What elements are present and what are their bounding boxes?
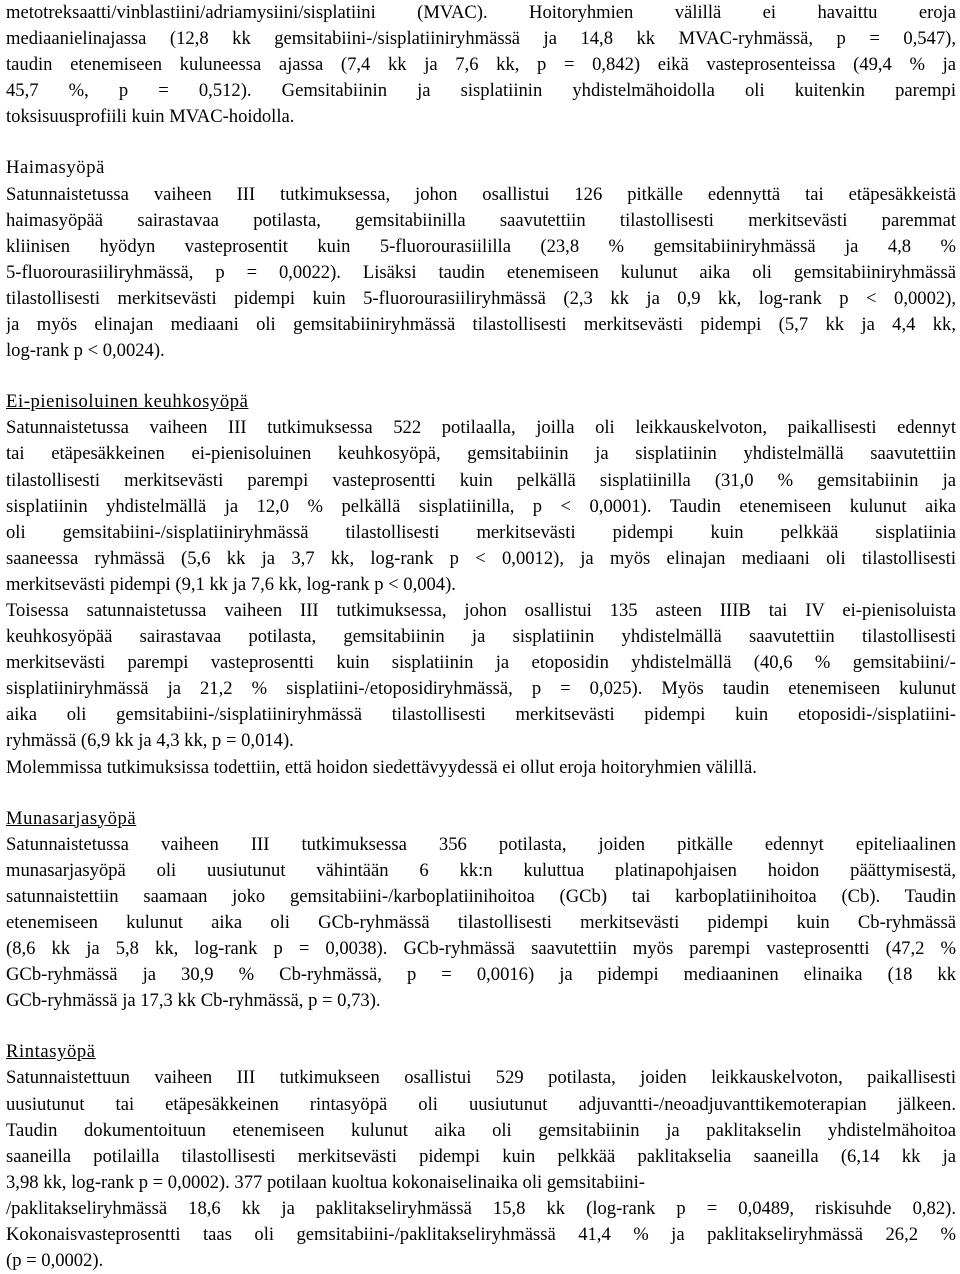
text-line: Toisessa satunnaistetussa vaiheen III tutkimuksessa, johon osallistui 135 asteen IIIB tai IV ei-pienisoluista (6, 599, 956, 621)
text-line: keuhkosyöpää sairastavaa potilasta, gemsitabiinin ja sisplatiinin yhdistelmällä saavutettiin tilastollisesti (6, 626, 956, 648)
text-line: kliinisen hyödyn vasteprosentit kuin 5-fluorourasiililla (23,8 % gemsitabiiniryhmässä ja 4,8 % (6, 235, 956, 257)
text-line: log-rank p < 0,0024). (6, 340, 165, 362)
text-line: sisplatiiniryhmässä ja 21,2 % sisplatiini-/etoposidiryhmässä, p = 0,025). Myös taudin etenemiseen kulunut (6, 678, 956, 700)
text-line: Molemmissa tutkimuksissa todettiin, että hoidon siedettävyydessä ei ollut eroja hoitoryhmien välillä. (6, 756, 757, 778)
text-line: 45,7 %, p = 0,512). Gemsitabiinin ja sisplatiinin yhdistelmähoidolla oli kuitenkin parempi (6, 80, 956, 102)
text-line: Satunnaistettuun vaiheen III tutkimukseen osallistui 529 potilasta, joiden leikkauskelvoton, paikallisesti (6, 1067, 956, 1089)
text-line: aika oli gemsitabiini-/sisplatiiniryhmässä tilastollisesti merkitsevästi pidempi kuin etoposidi-/sisplatiini- (6, 704, 956, 726)
text-line: 5-fluorourasiiliryhmässä, p = 0,0022). Lisäksi taudin etenemiseen kulunut aika oli gemsitabiiniryhmässä (6, 261, 956, 283)
text-line: GCb-ryhmässä ja 30,9 % Cb-ryhmässä, p = 0,0016) ja pidempi mediaaninen elinaika (18 kk (6, 964, 956, 986)
text-line: (8,6 kk ja 5,8 kk, log-rank p = 0,0038). GCb-ryhmässä saavutettiin myös parempi vasteprosentti (47,2 % (6, 938, 956, 960)
text-line: saaneessa ryhmässä (5,6 kk ja 3,7 kk, log-rank p < 0,0012), ja myös elinajan mediaani oli tilastollisesti (6, 547, 956, 569)
document-page (6, 0, 956, 1274)
text-line: (p = 0,0002). (6, 1250, 104, 1272)
text-line: Taudin dokumentoituun etenemiseen kulunut aika oli gemsitabiinin ja paklitakselin yhdistelmähoitoa (6, 1119, 956, 1141)
text-line: ja myös elinajan mediaani oli gemsitabiiniryhmässä tilastollisesti merkitsevästi pidempi (5,7 kk ja 4,4 kk, (6, 314, 956, 336)
section-heading: Rintasyöpä (6, 1041, 96, 1063)
section-rintasyopa (6, 1039, 956, 1274)
text-line: munasarjasyöpä oli uusiutunut vähintään 6 kk:n kuluttua platinapohjaisen hoidon päättymisestä, (6, 859, 956, 881)
section-heading: Munasarjasyöpä (6, 807, 137, 829)
section-haimasyopa (6, 155, 956, 364)
text-line: metotreksaatti/vinblastiini/adriamysiini/sisplatiini (MVAC). Hoitoryhmien välillä ei havaittu eroja (6, 2, 956, 23)
text-line: Kokonaisvasteprosentti taas oli gemsitabiini-/paklitakseliryhmässä 41,4 % ja paklitakseliryhmässä 26,2 % (6, 1224, 956, 1246)
text-line: tilastollisesti merkitsevästi pidempi kuin 5-fluorourasiiliryhmässä (2,3 kk ja 0,9 kk, log-rank p < 0,0002), (6, 287, 956, 309)
text-line: /paklitakseliryhmässä 18,6 kk ja paklitakseliryhmässä 15,8 kk (log-rank p = 0,0489, riskisuhde 0,82). (6, 1197, 956, 1219)
text-line: Satunnaistetussa vaiheen III tutkimuksessa 522 potilaalla, joilla oli leikkauskelvoton, paikallisesti edennyt (6, 417, 956, 439)
text-line: saaneilla potilailla tilastollisesti merkitsevästi pidempi kuin pelkkää paklitakselia saaneilla (6,14 kk ja (6, 1145, 956, 1167)
text-line: tilastollisesti merkitsevästi parempi vasteprosentti kuin pelkällä sisplatiinilla (31,0 % gemsitabiinin ja (6, 469, 956, 491)
intro-paragraph (6, 0, 956, 130)
text-line: taudin etenemiseen kuluneessa ajassa (7,4 kk ja 7,6 kk, p = 0,842) eikä vasteprosenteissa (49,4 % ja (6, 54, 956, 76)
text-line: uusiutunut tai etäpesäkkeinen rintasyöpä oli uusiutunut adjuvantti-/neoadjuvanttikemoterapian jälkeen. (6, 1093, 956, 1115)
section-munasarjasyopa (6, 806, 956, 1015)
text-line: tai etäpesäkkeinen ei-pienisoluinen keuhkosyöpä, gemsitabiinin ja sisplatiinin yhdistelmällä saavutettiin (6, 443, 956, 465)
text-line: haimasyöpää sairastavaa potilasta, gemsitabiinilla saavutettiin tilastollisesti merkitsevästi paremmat (6, 209, 956, 231)
section-keuhkosyopa (6, 389, 956, 780)
section-heading: Ei-pienisoluinen keuhkosyöpä (6, 391, 249, 413)
text-line: oli gemsitabiini-/sisplatiiniryhmässä tilastollisesti merkitsevästi pidempi kuin pelkkää sisplatiinia (6, 521, 956, 543)
text-line: toksisuusprofiili kuin MVAC-hoidolla. (6, 106, 295, 128)
text-line: merkitsevästi pidempi (9,1 kk ja 7,6 kk, log-rank p < 0,004). (6, 573, 456, 595)
text-line: satunnaistettiin saamaan joko gemsitabiini-/karboplatiinihoitoa (GCb) tai karboplatiinihoitoa (Cb). Taudin (6, 885, 956, 907)
text-line: etenemiseen kulunut aika oli GCb-ryhmässä tilastollisesti merkitsevästi pidempi kuin Cb-ryhmässä (6, 912, 956, 933)
text-line: Satunnaistetussa vaiheen III tutkimuksessa, johon osallistui 126 pitkälle edennyttä tai etäpesäkkeistä (6, 183, 956, 205)
paragraph-gap (6, 364, 956, 389)
text-line: mediaanielinajassa (12,8 kk gemsitabiini-/sisplatiiniryhmässä ja 14,8 kk MVAC-ryhmässä, p = 0,547), (6, 28, 956, 50)
paragraph-gap (6, 130, 956, 155)
text-line: sisplatiinin yhdistelmällä ja 12,0 % pelkällä sisplatiinilla, p < 0,0001). Taudin etenemiseen kulunut aika (6, 495, 956, 517)
text-line: Satunnaistetussa vaiheen III tutkimuksessa 356 potilasta, joiden pitkälle edennyt epiteliaalinen (6, 833, 956, 855)
paragraph-gap (6, 781, 956, 806)
text-line: GCb-ryhmässä ja 17,3 kk Cb-ryhmässä, p = 0,73). (6, 990, 381, 1012)
text-line: 3,98 kk, log-rank p = 0,0002). 377 potilaan kuoltua kokonaiselinaika oli gemsitabiini- (6, 1171, 645, 1193)
section-heading: Haimasyöpä (6, 157, 105, 179)
text-line: ryhmässä (6,9 kk ja 4,3 kk, p = 0,014). (6, 730, 294, 752)
paragraph-gap (6, 1014, 956, 1039)
text-line: merkitsevästi parempi vasteprosentti kuin sisplatiinin ja etoposidin yhdistelmällä (40,6 % gemsitabiini/- (6, 652, 956, 674)
